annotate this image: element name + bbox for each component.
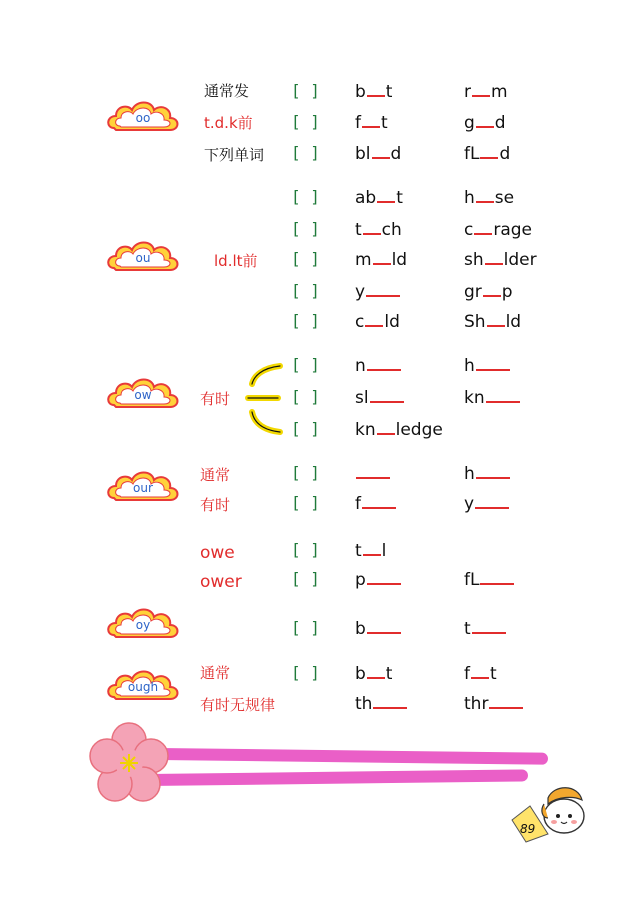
answer-bracket[interactable]: [ ] (291, 81, 320, 100)
word-blank (377, 433, 395, 435)
rule-label: 有时 (200, 390, 231, 408)
answer-bracket[interactable]: [ ] (291, 463, 320, 482)
cloud-ow (106, 373, 180, 413)
answer-bracket[interactable]: [ ] (291, 493, 320, 512)
practice-word (355, 570, 402, 590)
practice-word (464, 619, 507, 639)
word-prefix: y (355, 282, 366, 302)
answer-bracket[interactable]: [ ] (291, 419, 320, 438)
word-blank (471, 677, 489, 679)
word-prefix: bl (355, 144, 371, 164)
practice-word (355, 356, 402, 376)
word-suffix: t (385, 82, 393, 102)
practice-word (355, 282, 401, 302)
word-prefix: sh (464, 250, 484, 270)
word-suffix: ledge (395, 420, 443, 440)
word-blank (472, 95, 490, 97)
practice-word (464, 356, 511, 376)
practice-word (464, 312, 521, 332)
cloud-our (106, 466, 180, 506)
cloud-ough (106, 665, 180, 705)
pink-flower-icon (88, 722, 170, 804)
answer-bracket[interactable]: [ ] (291, 618, 320, 637)
rule-label: 有时 (200, 496, 231, 514)
answer-bracket[interactable]: [ ] (291, 569, 320, 588)
word-prefix: f (464, 664, 470, 684)
word-blank (474, 233, 492, 235)
word-blank (363, 554, 381, 556)
word-blank (480, 583, 514, 585)
cloud-label: oo (135, 111, 151, 125)
yellow-bracket-icon (244, 360, 284, 440)
rule-label: 通常发 (204, 82, 250, 100)
word-blank (356, 477, 390, 479)
practice-word (355, 464, 391, 484)
practice-word (464, 570, 515, 590)
word-prefix: g (464, 113, 475, 133)
practice-word (464, 388, 521, 408)
word-blank (362, 126, 380, 128)
answer-bracket[interactable]: [ ] (291, 281, 320, 300)
word-prefix: t (355, 220, 362, 240)
word-blank (472, 632, 506, 634)
rule-label: 下列单词 (204, 146, 265, 164)
answer-bracket[interactable]: [ ] (291, 143, 320, 162)
word-blank (366, 295, 400, 297)
rule-label: owe (200, 543, 235, 563)
practice-word (355, 541, 386, 561)
word-blank (372, 157, 390, 159)
practice-word (355, 312, 400, 332)
word-blank (373, 263, 391, 265)
word-blank (485, 263, 503, 265)
word-prefix: y (464, 494, 475, 514)
word-suffix: t (490, 664, 497, 684)
practice-word (464, 494, 510, 514)
word-suffix: p (501, 282, 513, 302)
answer-bracket[interactable]: [ ] (291, 112, 320, 131)
practice-word (464, 694, 524, 714)
word-prefix: c (464, 220, 474, 240)
word-prefix: gr (464, 282, 482, 302)
practice-word (355, 388, 405, 408)
word-prefix: th (355, 694, 373, 714)
practice-word (355, 188, 403, 208)
word-prefix: m (355, 250, 372, 270)
word-prefix: b (355, 664, 366, 684)
rule-label: 有时无规律 (200, 696, 276, 714)
answer-bracket[interactable]: [ ] (291, 219, 320, 238)
word-prefix: h (464, 356, 475, 376)
practice-word (464, 282, 513, 302)
word-prefix: sl (355, 388, 369, 408)
practice-word (355, 494, 397, 514)
page-number: 89 (520, 822, 536, 836)
answer-bracket[interactable]: [ ] (291, 663, 320, 682)
rule-label: ower (200, 572, 242, 592)
word-blank (476, 477, 510, 479)
practice-word (355, 694, 408, 714)
word-prefix: fL (464, 570, 480, 590)
cloud-label: ough (127, 680, 159, 694)
word-blank (487, 325, 505, 327)
word-prefix: b (355, 619, 366, 639)
practice-word (464, 144, 510, 164)
practice-word (355, 82, 392, 102)
word-prefix: thr (464, 694, 489, 714)
answer-bracket[interactable]: [ ] (291, 187, 320, 206)
rule-label: 通常 (200, 466, 231, 484)
word-blank (370, 401, 404, 403)
practice-word (464, 464, 511, 484)
word-prefix: t (464, 619, 471, 639)
word-prefix: c (355, 312, 365, 332)
word-suffix: rage (493, 220, 533, 240)
rule-label: ld.lt前 (214, 252, 258, 270)
word-prefix: t (355, 541, 362, 561)
word-suffix: ld (505, 312, 522, 332)
practice-word (355, 220, 402, 240)
word-suffix: t (381, 113, 388, 133)
answer-bracket[interactable]: [ ] (291, 387, 320, 406)
word-suffix: m (491, 82, 508, 102)
word-blank (363, 233, 381, 235)
word-prefix: kn (464, 388, 485, 408)
practice-word (355, 113, 388, 133)
cloud-oy (106, 603, 180, 643)
practice-word (355, 420, 443, 440)
word-blank (480, 157, 498, 159)
word-prefix: kn (355, 420, 376, 440)
practice-word (464, 82, 508, 102)
word-suffix: ld (384, 312, 400, 332)
practice-word (464, 113, 506, 133)
answer-bracket[interactable]: [ ] (291, 355, 320, 374)
word-prefix: ab (355, 188, 377, 208)
word-suffix: lder (503, 250, 537, 270)
word-blank (475, 507, 509, 509)
rule-label: t.d.k前 (204, 114, 253, 132)
word-blank (367, 632, 401, 634)
word-suffix: ch (381, 220, 402, 240)
word-prefix: n (355, 356, 366, 376)
rule-label: 通常 (200, 664, 231, 682)
word-blank (367, 369, 401, 371)
answer-bracket[interactable]: [ ] (291, 311, 320, 330)
practice-word (355, 144, 401, 164)
word-prefix: h (464, 464, 475, 484)
practice-word (464, 664, 497, 684)
practice-word (355, 250, 407, 270)
practice-word (355, 664, 392, 684)
word-prefix: f (355, 113, 361, 133)
word-blank (362, 507, 396, 509)
word-suffix: d (494, 113, 506, 133)
word-blank (476, 369, 510, 371)
word-suffix: d (499, 144, 511, 164)
answer-bracket[interactable]: [ ] (291, 249, 320, 268)
word-prefix: p (355, 570, 366, 590)
word-blank (367, 677, 385, 679)
word-prefix: fL (464, 144, 480, 164)
word-prefix: r (464, 82, 471, 102)
practice-word (355, 619, 402, 639)
word-blank (483, 295, 501, 297)
word-blank (377, 201, 395, 203)
cloud-label: ow (134, 388, 152, 402)
cloud-label: oy (135, 618, 151, 632)
word-prefix: h (464, 188, 475, 208)
word-suffix: ld (391, 250, 408, 270)
practice-word (464, 220, 532, 240)
word-prefix: f (355, 494, 361, 514)
word-suffix: l (381, 541, 387, 561)
word-blank (489, 707, 523, 709)
word-blank (476, 126, 494, 128)
word-suffix: se (494, 188, 515, 208)
word-blank (373, 707, 407, 709)
cloud-label: ou (135, 251, 151, 265)
practice-word (464, 188, 514, 208)
word-blank (486, 401, 520, 403)
word-blank (365, 325, 383, 327)
word-blank (367, 95, 385, 97)
practice-word (464, 250, 537, 270)
word-suffix: t (385, 664, 393, 684)
word-blank (367, 583, 401, 585)
answer-bracket[interactable]: [ ] (291, 540, 320, 559)
word-prefix: Sh (464, 312, 486, 332)
cloud-label: our (133, 481, 153, 495)
word-prefix: b (355, 82, 366, 102)
word-suffix: t (396, 188, 403, 208)
cloud-oo (106, 96, 180, 136)
word-blank (476, 201, 494, 203)
word-suffix: d (390, 144, 402, 164)
cloud-ou (106, 236, 180, 276)
